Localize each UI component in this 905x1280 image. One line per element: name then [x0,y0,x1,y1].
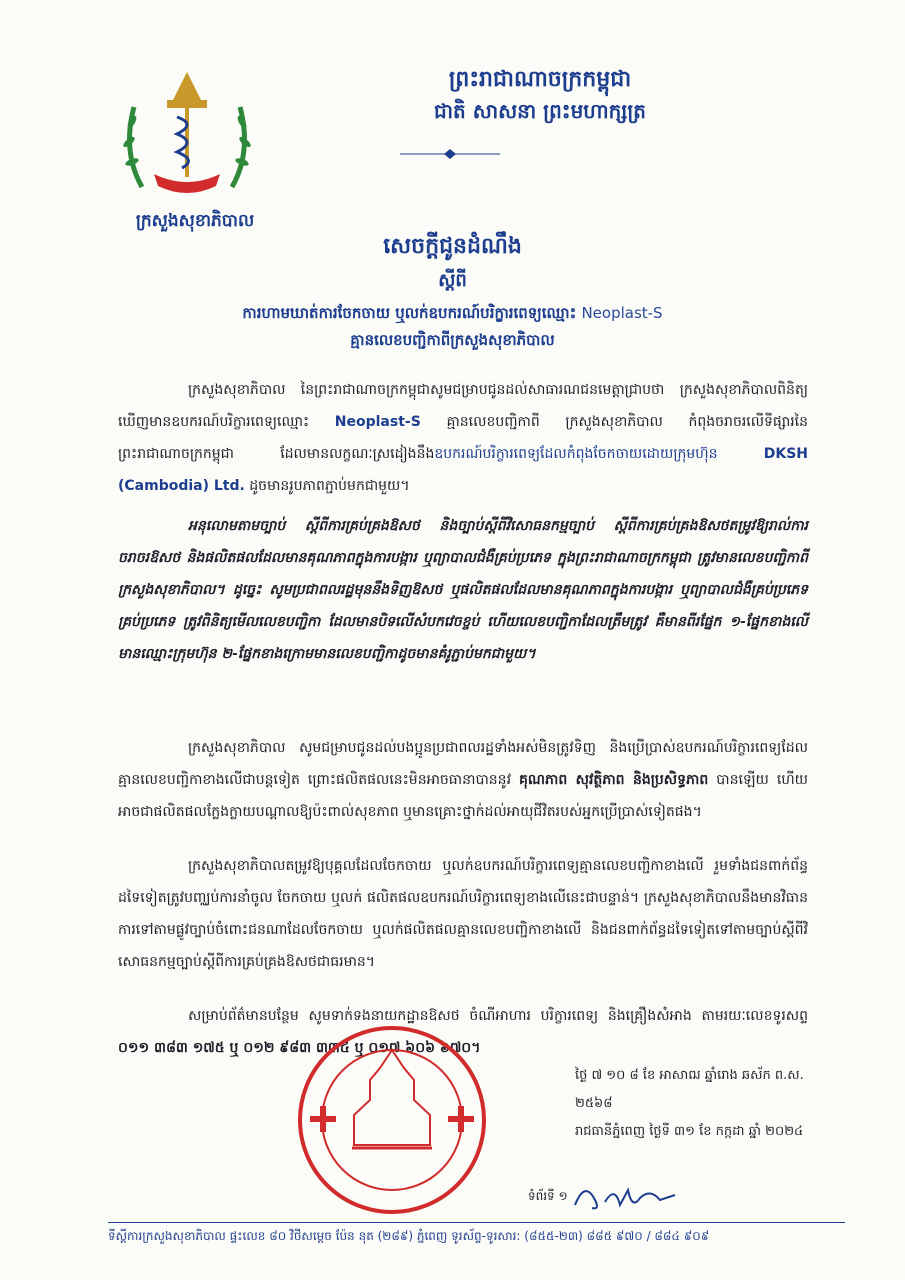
p3-bold-text: គុណភាព សុវត្ថិភាព និងប្រសិទ្ធភាព [519,772,709,788]
p1-company-name: DKSH (Cambodia) Ltd. [118,446,808,494]
subject-product-name: Neoplast-S [581,304,663,322]
notice-subject [60,300,845,354]
p1-text-a: ក្រសួងសុខាភិបាល នៃព្រះរាជាណាចក្រកម្ពុជាសូមជម្រាបជូនដល់សាធារណជនមេត្តាជ្រាបថា ក្រសួងសុខាភិបាលពិនិត្យឃើញមានឧបករណ៍បរិក្ខារពេទ្យឈ្មោះ [118,382,808,430]
solar-date: រាជធានីភ្នំពេញ ថ្ងៃទី ៣១ ខែ កក្កដា ឆ្នាំ ២០២៤ [575,1124,804,1139]
subject-text: ការហាមឃាត់ការចែកចាយ ឬលក់ឧបករណ៍បរិក្ខារពេទ្យឈ្មោះ [242,304,577,322]
p5-phone-numbers: ០១១ ៣៨៣ ១៧៥ ឬ ០១២ ៩៨៣ ៣៣៤ ឬ ០១៧ ៦០៦ ៦៧០។ [118,1040,481,1056]
ministry-of-health-logo [112,62,262,212]
notice-about-label: ស្តីពី [438,270,467,291]
handwritten-signature [570,1170,680,1220]
p1-product-name: Neoplast-S [334,414,421,430]
footer-address: ទីស្តីការក្រសួងសុខាភិបាល ផ្ទះលេខ ៨០ វិថីសម្តេច ប៉ែន នុត (២៨៩) ភ្នំពេញ ទូរស័ព្ទ-ទូរសារ: (៨៥៥-២៣) ៨៨៥ ៩៧០ / ៨៨៤ ៩០៩ [108,1229,710,1243]
notice-title: សេចក្តីជូនដំណឹង [383,234,522,259]
kingdom-name: ព្រះរាជាណាចក្រកម្ពុជា [448,67,632,92]
lunar-date: ថ្ងៃ ៧ ១០ ៨ ខែ អាសាឍ ឆ្នាំរោង ឆស័ក ព.ស. ២៥៦៨ [575,1068,804,1111]
subject-line-2: គ្មានលេខបញ្ជិកាពីក្រសួងសុខាភិបាល [350,331,555,349]
p2-text: អនុលោមតាមច្បាប់ ស្តីពីការគ្រប់គ្រងឱសថ និងច្បាប់ស្តីពីវិសោធនកម្មច្បាប់ ស្តីពីការគ្រប់គ្រងឱសថតម្រូវឱ្យរាល់ការចរាចរឱសថ និងផលិតផលដែលមានគុណភាពក្នុងការបង្ការ ឬព្យាបាលជំងឺគ្រប់ប្រភេទ ក្នុងព្រះរាជាណាចក្រកម្ពុជា ត្រូវមានលេខបញ្ជិកាពីក្រសួងសុខាភិបាល។ ដូច្នេះ សូមប្រជាពលរដ្ឋមុននឹងទិញឱសថ ឬផលិតផលដែលមានគុណភាពក្នុងការបង្ការ ឬព្យាបាលជំងឺគ្រប់ប្រភេទ គ្រប់ប្រភេទ ត្រូវពិនិត្យមើលលេខបញ្ជិកា ដែលមានបិទលើសំបកវេចខ្ចប់ ហើយលេខបញ្ជិកាដែលត្រឹមត្រូវ គឺមានពីរផ្នែក ១-ផ្នែកខាងលើមានឈ្មោះក្រុមហ៊ុន ២-ផ្នែកខាងក្រោមមានលេខបញ្ជិកាដូចមានគំរូភ្ជាប់មកជាមួយ។ [118,518,808,662]
page-number-label: ទំព័រទី ១ [528,1189,568,1203]
paragraph-3 [118,732,808,828]
ministry-name: ក្រសួងសុខាភិបាល [135,211,255,231]
subject-line-1 [60,300,845,327]
official-stamp [292,1020,492,1220]
p1-text-c: ឧបករណ៍បរិក្ខារពេទ្យដែលកំពុងចែកចាយដោយក្រុមហ៊ុន [434,446,718,462]
date-block [575,1062,825,1146]
paragraph-1 [118,374,808,502]
p3-text-a: ក្រសួងសុខាភិបាល សូមជម្រាបជូនដល់បងប្អូនប្រជាពលរដ្ឋទាំងអស់មិនត្រូវទិញ និងប្រើប្រាស់ឧបករណ៍បរិក្ខារពេទ្យដែលគ្មានលេខបញ្ជិកាខាងលើជាបន្តទៀត ព្រោះផលិតផលនេះមិនអាចធានាបាននូវ [118,740,808,788]
national-motto: ជាតិ សាសនា ព្រះមហាក្សត្រ [434,99,646,123]
paragraph-2 [118,510,808,670]
footer-divider [108,1222,845,1223]
kingdom-header [330,64,750,126]
paragraph-4 [118,850,808,978]
p4-text: ក្រសួងសុខាភិបាលតម្រូវឱ្យបុគ្គលដែលចែកចាយ ឬលក់ឧបករណ៍បរិក្ខារពេទ្យគ្មានលេខបញ្ជិកាខាងលើ រួមទាំងជនពាក់ព័ន្ធដទៃទៀតត្រូវបញ្ឈប់ការនាំចូល ចែកចាយ ឬលក់ ផលិតផលឧបករណ៍បរិក្ខារពេទ្យខាងលើនេះជាបន្ទាន់។ ក្រសួងសុខាភិបាលនឹងមានវិធានការទៅតាមផ្លូវច្បាប់ចំពោះជនណាដែលចែកចាយ ឬលក់ផលិតផលគ្មានលេខបញ្ជិកាខាងលើ និងជនពាក់ព័ន្ធដទៃទៀតទៅតាមច្បាប់ស្តីពីវិសោធនកម្មច្បាប់ស្តីពីការគ្រប់គ្រងឱសថជាធរមាន។ [118,858,808,970]
p1-text-b: គ្មានលេខបញ្ជិកាពី ក្រសួងសុខាភិបាល កំពុងចរាចរលើទីផ្សារនៃព្រះរាជាណាចក្រកម្ពុជា ដែលមានលក្ខណៈស្រដៀងនឹង [118,414,809,462]
p5-text: សម្រាប់ព័ត៌មានបន្ថែម សូមទាក់ទងនាយកដ្ឋានឱសថ ចំណីអាហារ បរិក្ខារពេទ្យ និងគ្រឿងសំអាង តាមរយៈលេខទូរសព្ទ [188,1008,808,1024]
ornament-divider [400,148,500,160]
p3-text-b: បានឡើយ ហើយអាចជាផលិតផលក្លែងក្លាយបណ្តាលឱ្យប៉ះពាល់សុខភាព ឬមានគ្រោះថ្នាក់ដល់អាយុជីវិតរបស់អ្នកប្រើប្រាស់ទៀតផង។ [118,772,808,820]
p1-text-d: ដូចមានរូបភាពភ្ជាប់មកជាមួយ។ [249,478,410,494]
